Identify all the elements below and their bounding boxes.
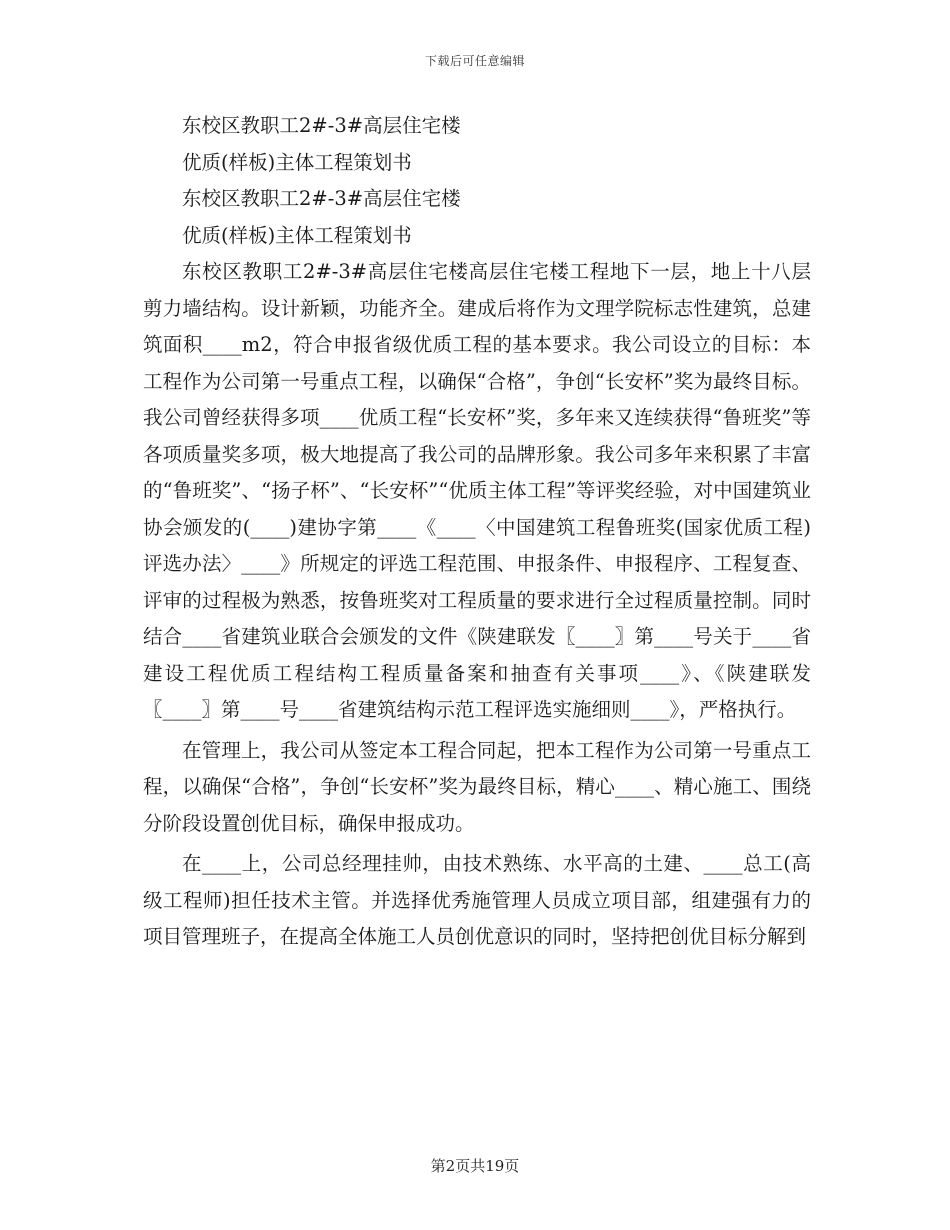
- document-body: [143, 108, 811, 956]
- body-paragraph: 在____上，公司总经理挂帅，由技术熟练、水平高的土建、____总工(高级工程师)担任技术主管。并选择优秀施管理人员成立项目部，组建强有力的项目管理班子，在提高全体施工人员创优意识的同时，坚持把创优目标分解到: [143, 852, 811, 948]
- header-note: 下载后可任意编辑: [424, 54, 525, 68]
- title-line: 优质(样板)主体工程策划书: [182, 223, 412, 247]
- body-paragraph: 东校区教职工2#-3#高层住宅楼高层住宅楼工程地下一层，地上十八层剪力墙结构。设计新颖，功能齐全。建成后将作为文理学院标志性建筑，总建筑面积____m2，符合申报省级优质工程的基本要求。我公司设立的目标：本工程作为公司第一号重点工程，以确保“合格”，争创“长安杯”奖为最终目标。我公司曾经获得多项____优质工程“长安杯”奖，多年来又连续获得“鲁班奖”等各项质量奖多项，极大地提高了我公司的品牌形象。我公司多年来积累了丰富的“鲁班奖”、“扬子杯”、“长安杯”“优质主体工程”等评奖经验，对中国建筑业协会颁发的(____)建协字第____《____〈中国建筑工程鲁班奖(国家优质工程)评选办法〉____》所规定的评选工程范围、申报条件、申报程序、工程复查、评审的过程极为熟悉，按鲁班奖对工程质量的要求进行全过程质量控制。同时结合____省建筑业联合会颁发的文件《陕建联发〖____〗第____号关于____省建设工程优质工程结构工程质量备案和抽查有关事项____》、《陕建联发〖____〗第____号____省建筑结构示范工程评选实施细则____》，严格执行。: [143, 260, 811, 721]
- title-line: 优质(样板)主体工程策划书: [182, 150, 412, 174]
- title-line: 东校区教职工2#-3#高层住宅楼: [182, 114, 461, 137]
- body-paragraph: 在管理上，我公司从签定本工程合同起，把本工程作为公司第一号重点工程，以确保“合格”，争创“长安杯”奖为最终目标，精心____、精心施工、围绕分阶段设置创优目标，确保申报成功。: [143, 738, 811, 835]
- title-line: 东校区教职工2#-3#高层住宅楼: [182, 187, 461, 210]
- page-number: 第2页共19页: [430, 1157, 520, 1175]
